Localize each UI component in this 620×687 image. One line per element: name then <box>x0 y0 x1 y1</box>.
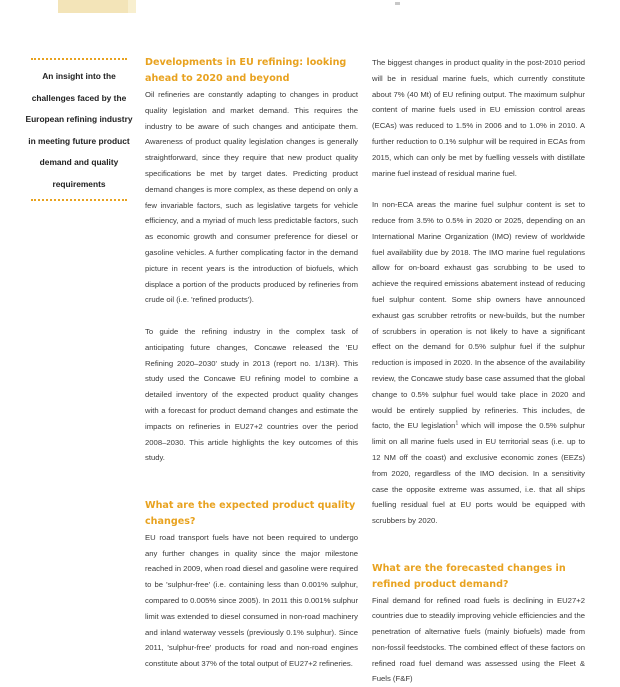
heading-product-quality: What are the expected product quality changes? <box>145 498 358 530</box>
non-eca-text-end: which will impose the 0.5% sulphur limit on all marine fuels used in EU territorial seas (i.e. up to 12 NM off the coast) and exclusive economic zones (EEZs) from 2020, regardless of the IMO decision. In a sensitivity case the opposite extreme was assumed, i.e. that all ships fuelling residual fuel at EU ports would be equipped with scrubbers by 2020. <box>372 421 585 525</box>
banner-mark <box>395 2 400 5</box>
article-column-left <box>145 55 358 672</box>
non-eca-text-start: In non-ECA areas the marine fuel sulphur content is set to reduce from 3.5% to 0.5% in 2020 or 2025, depending on an International Marine Organization (IMO) review of worldwide fuel availability due by 2018. The IMO marine fuel regulations allow for on-board exhaust gas scrubbing to be used to achieve the required emissions abatement instead of reducing fuel sulphur content. Some ship owners have announced exhaust gas scrubber retrofits or new-builds, but the number of scrubbers in operation is not likely to have a significant effect on the demand for 0.5% sulphur fuel if the sulphur reduction is imposed in 2020. In the absence of the availability review, the Concawe study base case assumed that the global change to 0.5% sulphur fuel would take place in 2020 and would be entirely supplied by refineries. This includes, de facto, the EU legislation <box>372 200 585 430</box>
paragraph-intro: Oil refineries are constantly adapting to changes in product quality legislation and market demand. This requires the industry to be aware of such changes and anticipate them. Awareness of product quality legislation changes is generally straightforward, since they require that new product quality specifications be met by target dates. Predicting product demand changes is more complex, as these depend on only a few invariable factors, such as legislative targets for vehicle efficiency, and a myriad of much less predictable factors, such as economic growth and consumer preference for diesel or gasoline vehicles. A further complicating factor in the demand picture in recent years is the introduction of biofuels, which displace a portion of the products produced by refineries from crude oil (i.e. 'refined products'). <box>145 87 358 308</box>
article-column-right <box>372 55 585 687</box>
footnote-marker[interactable]: 1 <box>455 421 458 427</box>
paragraph-demand: Final demand for refined road fuels is declining in EU27+2 countries due to steadily improving vehicle efficiencies and the penetration of alternative fuels (mainly biofuels) made from non-fossil feedstocks. The combined effect of these factors on refined road fuel demand was assessed using the Fleet & Fuels (F&F) <box>372 593 585 687</box>
paragraph-study: To guide the refining industry in the complex task of anticipating future changes, Concawe released the 'EU Refining 2020–2030' study in 2013 (report no. 1/13R). This study used the Concawe EU refining model to combine a detailed inventory of the expected product quality changes with a forecast for product demand changes and estimate the impacts on refineries in EU27+2 countries over the period 2008–2030. This article highlights the key outcomes of this study. <box>145 324 358 466</box>
heading-developments: Developments in EU refining: looking ahead to 2020 and beyond <box>145 55 358 87</box>
top-banner <box>0 0 620 14</box>
heading-product-demand: What are the forecasted changes in refined product demand? <box>372 561 585 593</box>
sidebar-bottom-dotted-rule <box>31 199 127 201</box>
banner-tab <box>58 0 128 13</box>
sidebar-insight-text: An insight into the challenges faced by the European refining industry in meeting future product demand and quality requirements <box>24 60 134 199</box>
paragraph-road-fuels: EU road transport fuels have not been required to undergo any further changes in quality since the major milestone reached in 2009, when road diesel and gasoline were required to be 'sulphur-free' (i.e. containing less than 0.001% sulphur, compared to 0.005% since 2005). In 2011 this 0.001% sulphur limit was extended to diesel consumed in non-road machinery and inland waterway vessels (previously 0.1% sulphur). Since 2011, 'sulphur-free' products for road and non-road engines constitute about 37% of the total output of EU27+2 refineries. <box>145 530 358 672</box>
banner-tab-edge <box>128 0 136 13</box>
paragraph-non-eca <box>372 197 585 529</box>
sidebar-pull-quote <box>24 58 134 201</box>
paragraph-marine-fuels: The biggest changes in product quality in the post-2010 period will be in residual marine fuels, which currently constitute about 7% (40 Mt) of EU refining output. The maximum sulphur content of marine fuels used in EU emission control areas (ECAs) was reduced to 1.5% in 2006 and to 1.0% in 2010. A further reduction to 0.1% sulphur will be required in ECAs from 2015, which can only be met by fuelling vessels with distillate marine fuel instead of residual marine fuel. <box>372 55 585 181</box>
